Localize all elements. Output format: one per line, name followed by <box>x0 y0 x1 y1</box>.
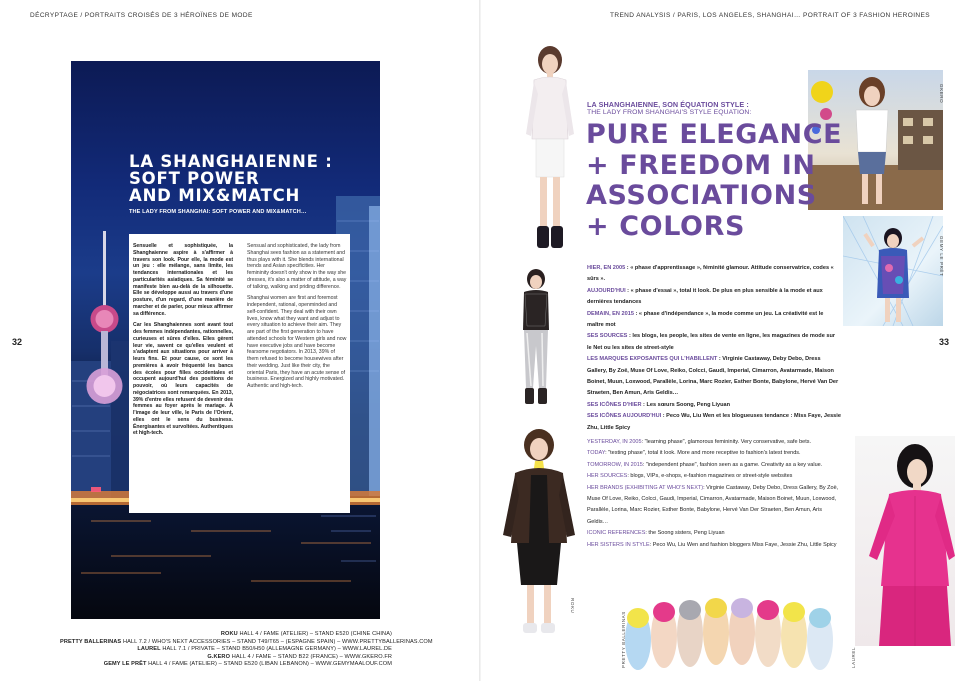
pink-dress-model-photo <box>855 436 955 646</box>
item-text: : the Soong sisters, Peng Liyuan <box>645 530 725 537</box>
item-label: HER SOURCES <box>587 473 628 480</box>
kicker-english: THE LADY FROM SHANGHAI'S STYLE EQUATION: <box>587 109 752 116</box>
credit-line <box>60 631 392 639</box>
credit-detail: HALL 7.2 / WHO'S NEXT ACCESSORIES – STAND T49/T65 – (ESPAGNE SPAIN) – WWW.PRETTYBALLERINAS.COM <box>122 638 433 645</box>
credit-brand: G.KERO <box>207 653 231 660</box>
credit-roku: ROKU <box>570 598 575 614</box>
item-text: : "independent phase", fashion seen as a game. Creativity as a key value. <box>642 461 823 468</box>
big-title-line-4: + COLORS <box>586 210 746 242</box>
model-white-outfit-photo <box>520 44 580 259</box>
item-label: DEMAIN, EN 2015 <box>587 310 634 317</box>
credit-laurel: LAUREL <box>851 646 856 668</box>
exhibitor-credits <box>60 631 433 669</box>
item-text: : Peco Wu, Liu Wen and fashion bloggers Miss Faye, Jessie Zhu, Little Spicy <box>649 541 837 548</box>
credit-gkero: GKERO <box>939 84 944 104</box>
credit-brand: LAUREL <box>137 646 161 652</box>
item-label: TODAY <box>587 450 606 457</box>
item-text: : « phase d'essai », total it look. De plus en plus sensible à la mode et aux dernières tendances <box>587 287 823 306</box>
list-item <box>587 483 842 529</box>
credit-brand: ROKU <box>220 631 238 637</box>
title-line-2: SOFT POWER <box>129 169 260 188</box>
pink-dress-scene <box>855 436 955 646</box>
title-line-3: AND MIX&MATCH <box>129 186 301 205</box>
english-paragraph: Shanghai women are first and foremost independent, rational, openminded and self-confident. They deal with their own lives, know what they want and adjust to every situation to achieve their aim. They are part of the first generation to have attended schools for Western girls and now have executive jobs and have become fearsome negotiators. In 2013, 39% of them refused to become housewives after their wedding. Just like their city, the oriental Paris, they have an acute sense of business. Energized and highly motivated. Authentic and high-tech. <box>247 295 347 389</box>
article-subtitle: THE LADY FROM SHANGHAI: SOFT POWER AND MIX&MATCH… <box>129 209 307 215</box>
item-label: LES MARQUES EXPOSANTES QUI L'HABILLENT <box>587 356 718 363</box>
ballerina-flats-photo <box>620 588 842 674</box>
list-item <box>587 460 842 471</box>
article-text-box <box>129 234 350 513</box>
item-label: YESTERDAY, IN 2005 <box>587 439 642 445</box>
list-item <box>587 540 842 551</box>
list-item <box>587 263 841 286</box>
list-item <box>587 437 842 448</box>
item-text: : Virginie Castaway, Deby Debo, Dress Gallery, By Zoë, Muse Of Love, Reiko, Colcci, Gaudi, Imperial, Cimarron, Avatarmade, Maison Boinet, Muun, Loxwood, Parallèle, Lorina, Marc Rozier, Esther Bonte, Babylone, Hervé Van Der Straeten, Ben Amun, Aris Geldis… <box>587 356 839 397</box>
credit-brand: GEMY LE PRÊT <box>103 661 147 667</box>
list-item <box>587 354 841 400</box>
credit-brand: PRETTY BALLERINAS <box>60 638 122 645</box>
credit-detail: HALL 4 / FAME (ATELIER) – STAND E520 (CHINE CHINA) <box>239 631 392 637</box>
english-style-list <box>587 437 842 551</box>
french-style-list <box>587 263 841 434</box>
laser-scene <box>843 216 943 326</box>
list-item <box>587 448 842 459</box>
item-text: : Les sœurs Soong, Peng Liyuan <box>641 401 731 408</box>
credit-line <box>60 654 392 662</box>
credit-gemy: GEMY LE PRÊT <box>939 236 944 277</box>
flats-scene <box>620 588 842 674</box>
item-label: HER SISTERS IN STYLE <box>587 541 650 548</box>
list-item <box>587 286 841 309</box>
credit-detail: HALL 7.1 / PRIVATE – STAND B50/H50 (ALLEMAGNE GERMANY) – WWW.LAUREL.DE <box>162 646 392 652</box>
item-text: : Virginie Castaway, Deby Debo, Dress Gallery, By Zoë, Muse Of Love, Reiko, Colcci, Gaudi, Imperial, Cimarron, Avatarmade, Maison Boinet, Muun, Loxwood, Parallèle, Lorina, Marc Rozier, Esther Bonte, Babylone, Hervé Van Der Straeten, Ben Amun, Aris Geldis… <box>587 484 839 525</box>
title-line-1: LA SHANGHAIENNE : <box>129 152 333 171</box>
list-item <box>587 331 841 354</box>
item-label: HER BRANDS (EXHIBITING AT WHO'S NEXT) <box>587 484 704 491</box>
page-number-right: 33 <box>939 337 950 347</box>
item-text: : Peco Wu, Liu Wen et les blogueuses tendance : Miss Faye, Jessie Zhu, Little Spicy <box>587 413 841 431</box>
big-title-line-1: PURE ELEGANCE <box>586 119 843 150</box>
list-item <box>587 309 841 332</box>
item-label: SES SOURCES <box>587 333 628 340</box>
item-text: : blogs, VIPs, e-shops, e-fashion magazines or street-style websites <box>627 473 793 480</box>
french-paragraph: Car les Shanghaiennes sont avant tout des femmes indépendantes, rationnelles, curieuses et sûres d'elles. Elles gèrent leur vie, savent ce qu'elles veulent et s'adaptent aux situations pour arriver à leurs fins. Et pour cause, ce sont les premières à avoir fréquenté les bancs des écoles pour filles occidentales et occupent aujourd'hui des positions de pouvoir, où leurs capacités de négociatrices sont remarquées. En 2013, 39% d'entre elles refusent de devenir des femmes au foyer après le mariage. À l'image de leur ville, le Paris de l'Orient, elles ont le sens du business. Énergisantes et survoltées. Authentiques et high-tech. <box>133 322 233 437</box>
credit-detail: HALL 4 / FAME – STAND B22 (FRANCE) – WWW.GKERO.FR <box>231 653 392 660</box>
big-title-line-2: + FREEDOM IN <box>586 149 816 181</box>
item-label: SES ICÔNES D'HIER <box>587 401 642 408</box>
list-item <box>587 411 841 434</box>
list-item <box>587 400 841 411</box>
english-text-column <box>247 243 347 395</box>
style-equation-title <box>586 119 843 242</box>
page-number-left: 32 <box>12 337 23 347</box>
laser-dress-model-photo <box>843 216 943 326</box>
credit-line <box>60 661 392 669</box>
running-head-right: TREND ANALYSIS / PARIS, LOS ANGELES, SHANGHAI… PORTRAIT OF 3 FASHION HEROINES <box>609 12 930 19</box>
running-head-left: DÉCRYPTAGE / PORTRAITS CROISÉS DE 3 HÉROÏNES DE MODE <box>30 12 253 19</box>
credit-pretty: PRETTY BALLERINAS <box>621 611 626 668</box>
credit-line <box>60 638 433 647</box>
item-text: : "testing phase", total it look. More and more receptive to fashion's latest trends. <box>605 450 801 457</box>
french-text-column <box>133 243 233 442</box>
item-text: : « phase d'apprentissage », féminité glamour. Attitude conservatrice, codes « sûrs ». <box>587 265 834 283</box>
big-title-line-3: ASSOCIATIONS <box>586 180 817 211</box>
french-paragraph: Sensuelle et sophistiquée, la Shanghaienne aspire à s'affirmer à travers son look. Pour elle, la mode est un jeu : elle mélange, sans limite, les tendances internationales et les particularités asiatiques. Sa féminité se manifeste bien au-delà de la silhouette. Elle se développe aussi au travers d'une posture, d'un regard, d'une manière de marcher et de parler, pour mieux affirmer sa différence. <box>133 243 233 317</box>
list-item <box>587 528 842 539</box>
item-text: : "learning phase", glamorous femininity. Very conservative, safe bets. <box>641 439 812 445</box>
article-title-block <box>129 153 369 215</box>
credit-detail: HALL 4 / FAME (ATELIER) – STAND E520 (LIBAN LEBANON) – WWW.GEMYMAALOUF.COM <box>148 661 392 667</box>
item-text: : « phase d'indépendance », la mode comme un jeu. La créativité est le maître mot <box>587 310 824 329</box>
item-label: TOMORROW, IN 2015 <box>587 461 643 468</box>
list-item <box>587 471 842 482</box>
item-label: AUJOURD'HUI <box>587 287 626 294</box>
credit-line <box>60 646 392 654</box>
spine-gutter <box>479 0 481 681</box>
item-label: SES ICÔNES AUJOURD'HUI <box>587 413 662 420</box>
item-label: HIER, EN 2005 <box>587 265 626 271</box>
english-paragraph: Sensual and sophisticated, the lady from Shanghai sees fashion as a statement and thus plays with it. She blends international trends and Asian specificities. Her femininity doesn't only show in the way she dresses, it's also a matter of attitude, a way of talking, walking and priding difference. <box>247 243 347 290</box>
kicker-french: LA SHANGHAIENNE, SON ÉQUATION STYLE : <box>587 100 749 109</box>
item-label: ICONIC REFERENCES <box>587 530 646 537</box>
model-silver-leggings-photo <box>515 268 557 413</box>
item-text: : les blogs, les people, les sites de vente en ligne, les magazines de mode sur le Net ou les sites de street-style <box>587 333 836 351</box>
